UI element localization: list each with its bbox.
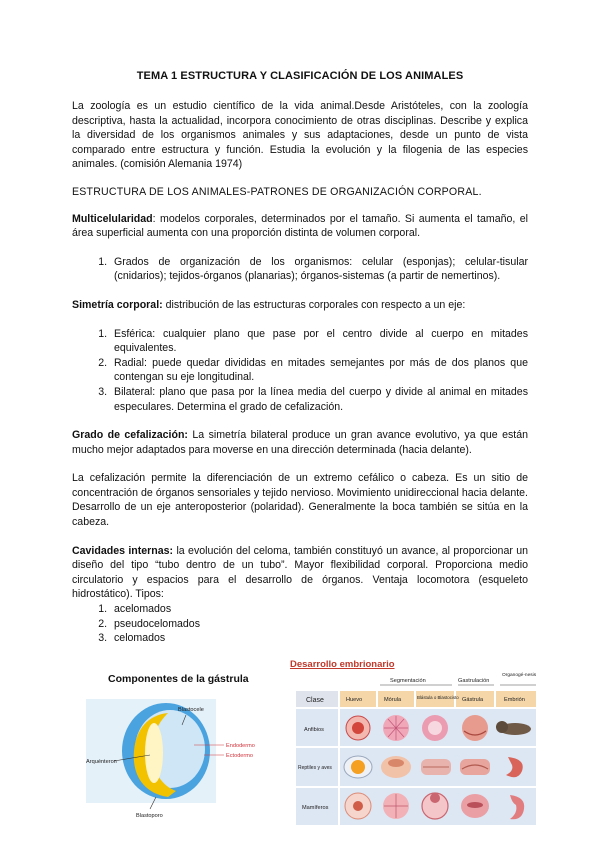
page-title: TEMA 1 ESTRUCTURA Y CLASIFICACIÓN DE LOS ANIMALES [136,70,464,82]
list-item: 1. Esférica: cualquier plano que pase por el centro divide al cuerpo en mitades equivalentes. [110,327,528,356]
embryo-table [290,671,540,827]
figures-area [72,657,542,827]
cavidades-term: Cavidades internas: [72,544,174,557]
list-item: 2. Radial: puede quedar divididas en mitades semejantes por más de dos planos que contengan su eje longitudinal. [110,356,528,385]
document-page [72,70,528,646]
column-header-gastrula: Gástrula [462,697,484,703]
column-header-morula: Mórula [384,697,402,703]
list-item: 3. Bilateral: plano que pasa por la línea media del cuerpo y divide al animal en mitades especulares. Determina el grado de cefalización. [110,385,528,414]
endoderm-label: Endodermo [226,743,255,749]
cavities-list [72,602,528,646]
amphibian-embryo-head [496,721,508,733]
mammal-egg-nucleus [353,801,363,811]
list-item: 2. pseudocelomados [110,617,528,632]
embryo-figure-title: Desarrollo embrionario [290,659,395,670]
organization-list [72,255,528,284]
column-header-blastula: Blástula o Blastocisto [417,695,459,700]
cefalizacion-paragraph [72,428,528,457]
row-label-mammals: Mamíferos [302,805,329,811]
intro-paragraph: La zoología es un estudio científico de la vida animal.Desde Aristóteles, con la zoología descriptiva, hasta la actualidad, incorpora conocimiento de otras disciplinas. Describe y explica la diversidad de los organismos animales y sus adaptaciones, desde un punto de vista comparado entre estructura y función. Estudia la evolución y la filogenia de las especies animales. (comisión Alemania 1974) [72,100,528,171]
column-header-class: Clase [306,697,324,704]
cefalizacion-paragraph-2: La cefalización permite la diferenciación de un extremo cefálico o cabeza. Es un sitio de concentración de órganos sensoriales y tejido nervioso. Movimiento unidireccional hacia delante. Desarrollo de un eje anteroposterior (polaridad). Generalmente la boca también se sitúa en la cabeza. [72,472,528,529]
symmetry-list [72,327,528,415]
reptile-morula-cells [388,759,404,767]
list-item: 3. celomados [110,631,528,646]
list-item: 1. Grados de organización de los organismos: celular (esponjas); celular-tisular (cnidarios); tejidos-órganos (planarias); órganos-sistemas (a partir de nemertinos). [110,255,528,284]
cavidades-paragraph [72,544,528,602]
cavidades-text: la evolución del celoma, también constituyó un avance, al proporcionar un diseño del tipo “tubo dentro de un tubo”. Mayor flexibilidad corporal. Proporciona medio circulatorio y espacios para el desarrollo de órganos. Ventaja locomotora (esqueleto hidrostático). Tipos: [72,544,528,601]
cefalizacion-text: La simetría bilateral produce un gran avance evolutivo, ya que están mucho mejor adaptados para moverse en una dirección determinada (hacia delante). [72,429,528,456]
mammal-gastrula-disc [467,802,483,808]
amphibian-egg-nucleus [352,722,364,734]
multicelularidad-paragraph [72,212,528,241]
cefalizacion-term: Grado de cefalización: [72,429,188,442]
column-header-embryo: Embrión [504,697,525,703]
multicelularidad-text: : modelos corporales, determinados por el tamaño. Si aumenta el tamaño, el área superficial aumenta con una proporción distinta de volumen corporal. [72,212,528,240]
row-label-amphibians: Anfibios [304,727,324,733]
gastrula-figure-title: Componentes de la gástrula [108,673,249,685]
row-label-reptiles-birds: Reptiles y aves [298,765,332,771]
column-header-egg: Huevo [346,697,363,703]
mammal-inner-cell-mass [430,793,440,803]
multicelularidad-term: Multicelularidad [72,212,153,225]
simetria-term: Simetría corporal: [72,298,163,311]
list-item: 1. acelomados [110,602,528,617]
archenteron-cavity [145,723,163,783]
simetria-paragraph [72,298,528,313]
reptile-egg-yolk [351,760,365,774]
group-header-organogenesis: Organogé-nesis [502,673,537,678]
group-header-gastrulation: Gastrulación [458,678,490,684]
amphibian-blastula-cavity [428,721,442,735]
section-heading: ESTRUCTURA DE LOS ANIMALES-PATRONES DE ORGANIZACIÓN CORPORAL. [72,185,482,198]
blastopore-label: Blastoporo [136,813,163,819]
ectoderm-label: Ectodermo [226,753,254,759]
gastrula-diagram [86,693,276,828]
simetria-text: distribución de las estructuras corporales con respecto a un eje: [162,298,466,311]
group-header-segmentation: Segmentación [390,678,426,684]
amphibian-gastrula [462,715,488,741]
blastocele-label: Blastocele [178,707,204,713]
archenteron-label: Arquénteron [86,759,117,765]
